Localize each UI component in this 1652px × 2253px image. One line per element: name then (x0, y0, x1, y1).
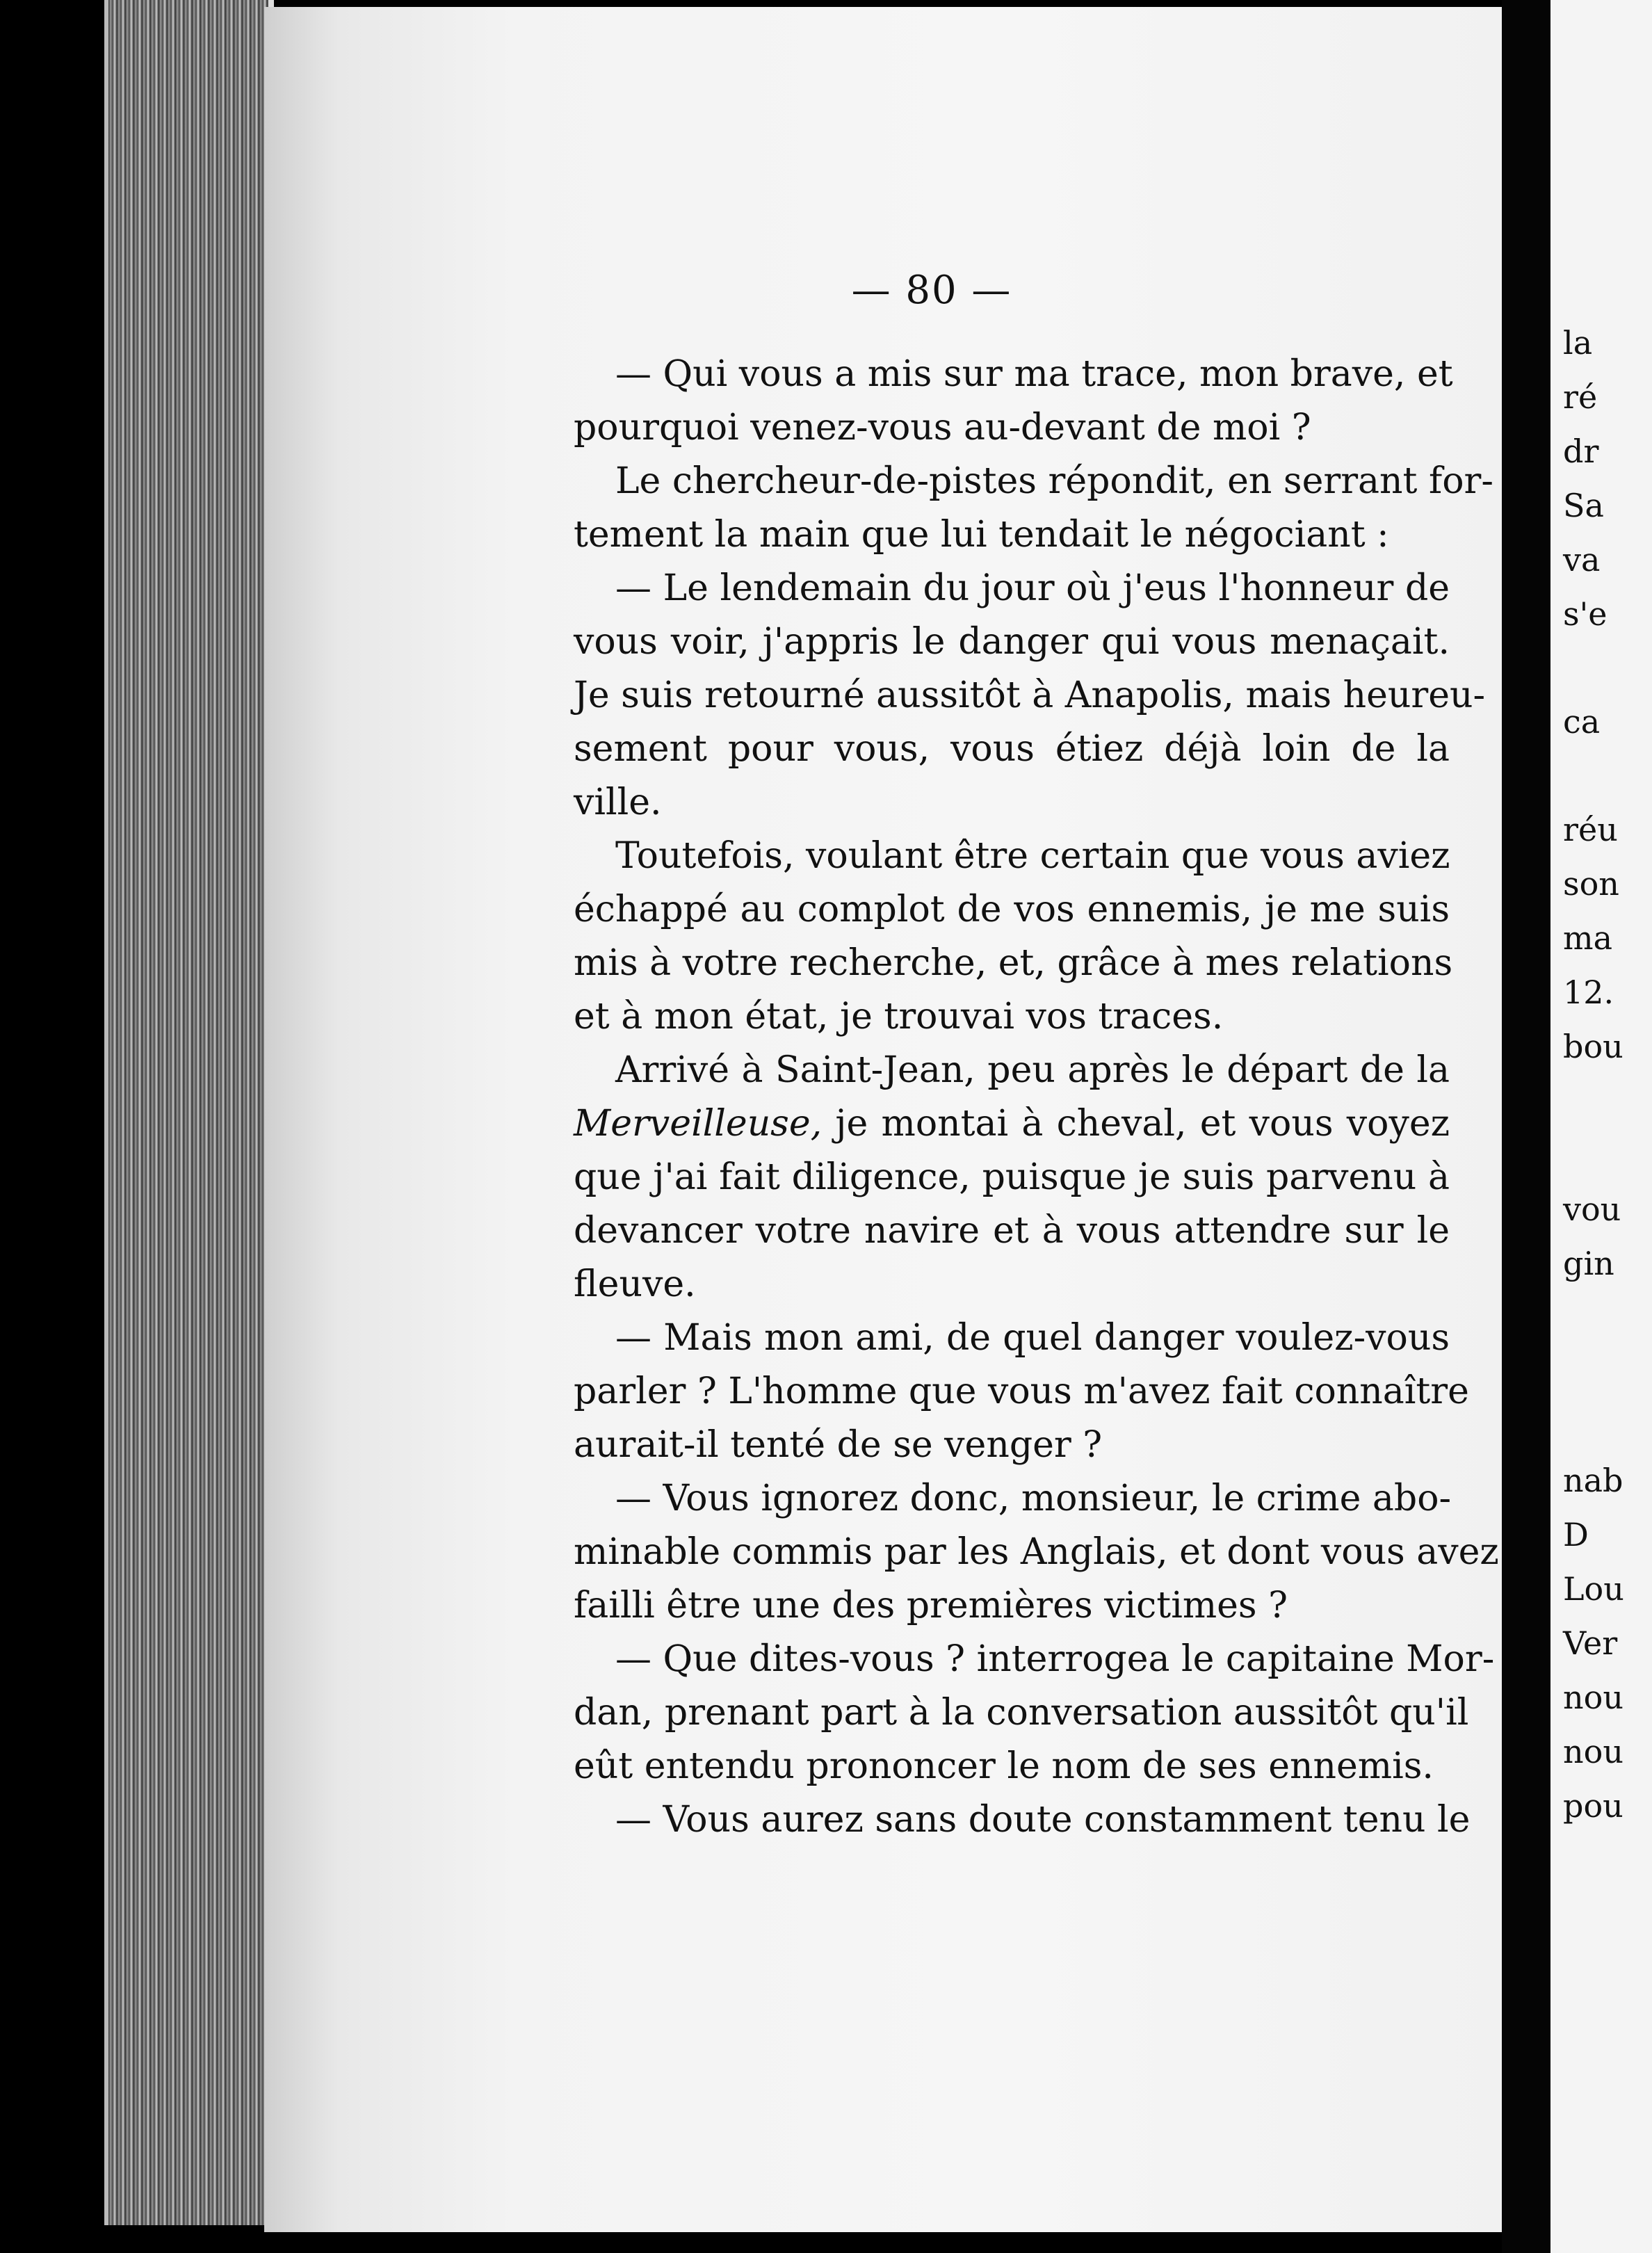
facing-page-fragment (1550, 0, 1652, 2253)
facing-page-text: va (1563, 541, 1601, 579)
text-line: — Vous ignorez donc, monsieur, le crime abo- (615, 1478, 1452, 1519)
facing-page-text: réu (1563, 811, 1618, 848)
facing-page-text: nab (1563, 1462, 1623, 1499)
page-number: — 80 — (851, 268, 1012, 313)
facing-page-text: pou (1563, 1787, 1623, 1825)
text-line: Toutefois, voulant être certain que vous aviez (615, 835, 1450, 877)
text-line: — Vous aurez sans doute constamment tenu le (615, 1799, 1471, 1841)
text-line: fleuve. (574, 1263, 696, 1305)
facing-page-text: bou (1563, 1028, 1623, 1065)
facing-page-text: ca (1563, 703, 1601, 741)
text-line: sement pour vous, vous étiez déjà loin de la (574, 728, 1450, 770)
body-text (574, 348, 1499, 1847)
text-line: eût entendu prononcer le nom de ses ennemis. (574, 1745, 1434, 1787)
facing-page-text: 12. (1563, 974, 1614, 1011)
text-line (574, 1097, 1450, 1151)
book-gutter (1502, 0, 1550, 2253)
text-line: devancer votre navire et à vous attendre sur le (574, 1210, 1450, 1252)
facing-page-text: s'e (1563, 595, 1608, 633)
text-line-rest: je montai à cheval, et vous voyez (822, 1103, 1450, 1145)
text-line: aurait-il tenté de se venger ? (574, 1424, 1103, 1466)
facing-page-text: Ver (1563, 1624, 1618, 1662)
text-line: dan, prenant part à la conversation aussitôt qu'il (574, 1692, 1469, 1734)
text-line: pourquoi venez-vous au-devant de moi ? (574, 407, 1311, 449)
facing-page-text: ma (1563, 919, 1613, 957)
text-line: minable commis par les Anglais, et dont vous avez (574, 1531, 1499, 1573)
text-line: Le chercheur-de-pistes répondit, en serrant for- (615, 460, 1493, 502)
book-page-edges (104, 0, 268, 2225)
facing-page-text: ré (1563, 378, 1598, 416)
text-line: failli être une des premières victimes ? (574, 1585, 1288, 1626)
text-line: — Qui vous a mis sur ma trace, mon brave, et (615, 353, 1453, 395)
text-line: parler ? L'homme que vous m'avez fait connaître (574, 1371, 1469, 1412)
text-line: Arrivé à Saint-Jean, peu après le départ de la (615, 1049, 1450, 1091)
text-line: vous voir, j'appris le danger qui vous menaçait. (574, 621, 1450, 663)
facing-page-text: Lou (1563, 1570, 1624, 1608)
text-line: — Que dites-vous ? interrogea le capitaine Mor- (615, 1638, 1495, 1680)
text-line: et à mon état, je trouvai vos traces. (574, 996, 1224, 1037)
text-line: — Mais mon ami, de quel danger voulez-vous (615, 1317, 1450, 1359)
text-line: que j'ai fait diligence, puisque je suis parvenu à (574, 1156, 1450, 1198)
facing-page-text: nou (1563, 1679, 1623, 1716)
facing-page-text: la (1563, 324, 1593, 362)
text-line: ville. (574, 782, 662, 823)
text-line: Je suis retourné aussitôt à Anapolis, mais heureu- (574, 675, 1486, 716)
facing-page-text: Sa (1563, 487, 1604, 524)
facing-page-text: gin (1563, 1245, 1614, 1282)
facing-page-text: D (1563, 1516, 1589, 1553)
text-line: mis à votre recherche, et, grâce à mes relations (574, 942, 1453, 984)
text-line: — Le lendemain du jour où j'eus l'honneur de (615, 567, 1450, 609)
text-line: tement la main que lui tendait le négociant : (574, 514, 1389, 556)
facing-page-text: vou (1563, 1190, 1621, 1228)
facing-page-text: son (1563, 865, 1619, 903)
facing-page-text: nou (1563, 1733, 1623, 1770)
facing-page-text: dr (1563, 433, 1599, 470)
italic-title: Merveilleuse, (574, 1103, 823, 1145)
text-line: échappé au complot de vos ennemis, je me suis (574, 889, 1450, 930)
